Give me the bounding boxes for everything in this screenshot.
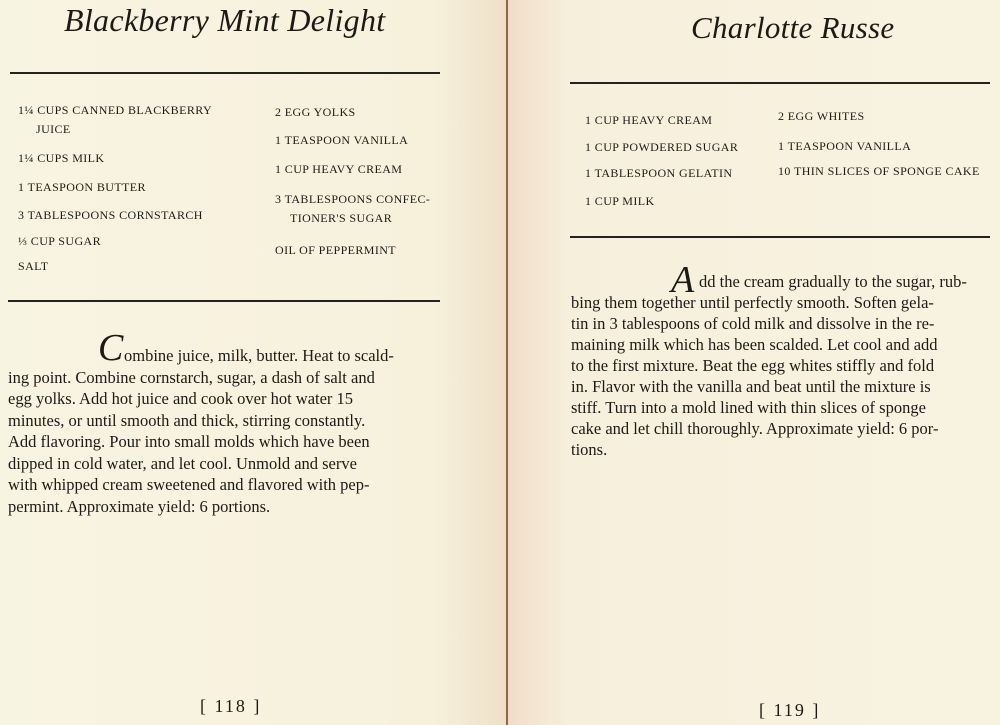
ingredient: 2 EGG YOLKS [275, 105, 356, 119]
body-line: to the first mixture. Beat the egg whites stiffly and fold [571, 356, 935, 375]
page-number: [ 119 ] [759, 700, 821, 720]
body-line: tin in 3 tablespoons of cold milk and dissolve in the re- [571, 314, 935, 333]
body-line: ing point. Combine cornstarch, sugar, a dash of salt and [8, 368, 375, 387]
ingredient: 3 TABLESPOONS CONFEC- [275, 192, 431, 206]
body-line: stiff. Turn into a mold lined with thin slices of sponge [571, 398, 926, 417]
ingredient: JUICE [36, 122, 71, 136]
ingredient: 1¼ CUPS MILK [18, 151, 105, 165]
ingredient: 1 CUP HEAVY CREAM [275, 162, 403, 176]
ingredient: 1¼ CUPS CANNED BLACKBERRY [18, 103, 213, 117]
body-line: Add flavoring. Pour into small molds which have been [8, 432, 370, 451]
divider-rule [570, 236, 990, 238]
divider-rule [8, 300, 440, 302]
recipe-title: Charlotte Russe [691, 10, 895, 45]
divider-rule [10, 72, 440, 74]
page-number: [ 118 ] [200, 696, 262, 716]
ingredient: 2 EGG WHITES [778, 109, 865, 123]
body-line: with whipped cream sweetened and flavored with pep- [8, 475, 370, 494]
ingredient: 1 TEASPOON BUTTER [18, 180, 146, 194]
body-line: tions. [571, 440, 608, 459]
ingredient: 1 TEASPOON VANILLA [778, 139, 912, 153]
drop-cap: C [98, 327, 124, 369]
recipe-title: Blackberry Mint Delight [64, 2, 386, 38]
ingredient: SALT [18, 259, 49, 273]
body-line: cake and let chill thoroughly. Approximate yield: 6 por- [571, 419, 939, 438]
body-line: in. Flavor with the vanilla and beat until the mixture is [571, 377, 931, 396]
ingredient: 1 CUP POWDERED SUGAR [585, 140, 739, 154]
book-gutter [506, 0, 508, 725]
body-line: dd the cream gradually to the sugar, rub- [699, 272, 967, 291]
ingredient: TIONER'S SUGAR [290, 211, 393, 225]
drop-cap: A [671, 259, 695, 301]
body-line: egg yolks. Add hot juice and cook over hot water 15 [8, 389, 354, 408]
body-line: bing them together until perfectly smooth. Soften gela- [571, 293, 934, 312]
ingredient: 1 CUP HEAVY CREAM [585, 113, 713, 127]
ingredient: 10 THIN SLICES OF SPONGE CAKE [778, 164, 980, 178]
divider-rule [570, 82, 990, 84]
body-line: maining milk which has been scalded. Let cool and add [571, 335, 938, 354]
body-line: permint. Approximate yield: 6 portions. [8, 497, 271, 516]
ingredient: ⅓ CUP SUGAR [18, 234, 101, 248]
ingredient: 1 CUP MILK [585, 194, 655, 208]
right-page [507, 0, 1000, 725]
ingredient: 1 TEASPOON VANILLA [275, 133, 409, 147]
body-line: dipped in cold water, and let cool. Unmold and serve [8, 454, 357, 473]
ingredient: OIL OF PEPPERMINT [275, 243, 397, 257]
ingredient: 1 TABLESPOON GELATIN [585, 166, 733, 180]
body-line: ombine juice, milk, butter. Heat to scald- [124, 346, 394, 365]
ingredient: 3 TABLESPOONS CORNSTARCH [18, 208, 203, 222]
body-line: minutes, or until smooth and thick, stirring constantly. [8, 411, 366, 430]
